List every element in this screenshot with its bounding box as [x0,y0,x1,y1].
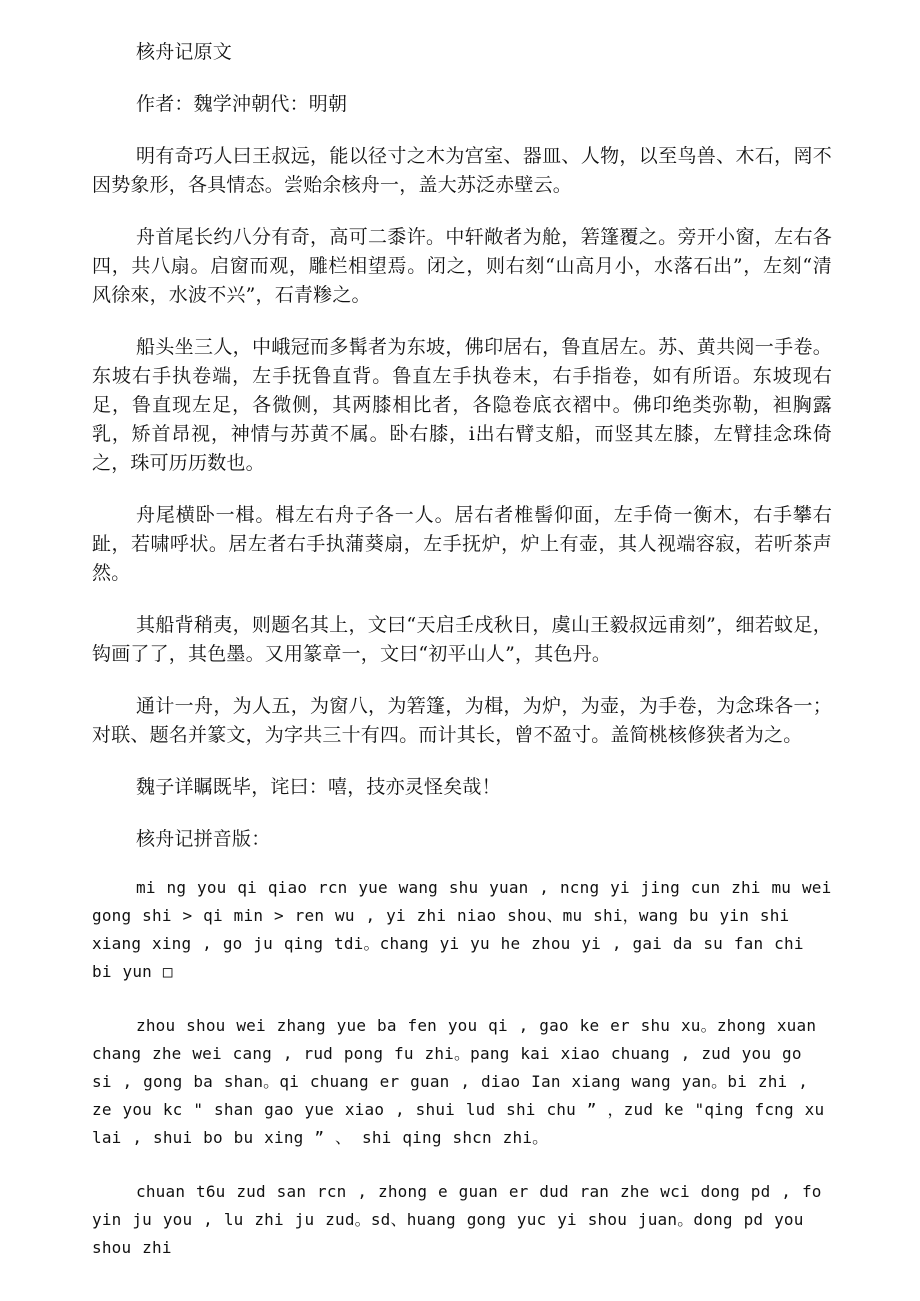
pinyin-paragraph-3: chuan t6u zud san rcn , zhong e guan er dud ran zhe wci dong pd , fo yin ju you , lu zhi ju zud。sd、huang gong yuc yi shou juan。dong pd you shou zhi [92,1182,822,1257]
paragraph-7: 魏子详瞩既毕，诧曰：嘻，技亦灵怪矣哉！ [136,776,501,798]
document-page [92,38,832,1288]
paragraph-3: 船头坐三人，中峨冠而多髯者为东坡，佛印居右，鲁直居左。苏、黄共阅一手卷。东坡右手执卷端，左手抚鲁直背。鲁直左手执卷末，右手指卷，如有所语。东坡现右足，鲁直现左足，各微侧，其两膝相比者，各隐卷底衣褶中。佛印绝类弥勒，袒胸露乳，矫首昂视，神情与苏黄不属。卧右膝，i出右臂支船，而竖其左膝，左臂挂念珠倚之，珠可历历数也。 [92,336,832,474]
paragraph-4: 舟尾横卧一楫。楫左右舟子各一人。居右者椎髻仰面，左手倚一衡木，右手攀右趾，若啸呼状。居左者右手执蒲葵扇，左手抚炉，炉上有壶，其人视端容寂，若听茶声然。 [92,504,832,584]
pinyin-paragraph-2: zhou shou wei zhang yue ba fen you qi , gao ke er shu xu。zhong xuan chang zhe wei cang , rud pong fu zhi。pang kai xiao chuang , zud you go si , gong ba shan。qi chuang er guan , diao Ian xiang wang yan。bi zhi , ze you kc " shan gao yue xiao , shui lud shi chu ” ，zud ke "qing fcng xu lai , shui bo bu xing ” 、 shi qing shcn zhi。 [92,1016,825,1147]
paragraph-5: 其船背稍夷，则题名其上，文曰“天启壬戌秋日，虞山王毅叔远甫刻”，细若蚊足，钩画了了，其色墨。又用篆章一，文曰“初平山人”，其色丹。 [92,614,832,665]
paragraph-1: 明有奇巧人曰王叔远，能以径寸之木为宫室、器皿、人物，以至鸟兽、木石，罔不因势象形，各具情态。尝贻余核舟一，盖大苏泛赤壁云。 [92,145,832,196]
document-title: 核舟记原文 [136,41,233,63]
pinyin-paragraph-1: mi ng you qi qiao rcn yue wang shu yuan , ncng yi jing cun zhi mu wei gong shi > qi min > ren wu , yi zhi niao shou、mu shi，wang bu yin shi xiang xing , go ju qing tdi。chang yi yu he zhou yi , gai da su fan chi bi yun □ [92,878,832,981]
pinyin-section-title: 核舟记拼音版： [136,828,271,850]
paragraph-2: 舟首尾长约八分有奇，高可二黍许。中轩敞者为舱，箬篷覆之。旁开小窗，左右各四，共八扇。启窗而观，雕栏相望焉。闭之，则右刻“山高月小，水落石出”，左刻“清风徐來，水波不兴”，石青糁之。 [92,226,832,306]
author-dynasty-line: 作者：魏学沖朝代：明朝 [136,93,348,115]
paragraph-6: 通计一舟，为人五，为窗八，为箬篷，为楫，为炉，为壶，为手卷，为念珠各一；对联、题名并篆文，为字共三十有四。而计其长，曾不盈寸。盖简桃核修狭者为之。 [92,695,832,746]
